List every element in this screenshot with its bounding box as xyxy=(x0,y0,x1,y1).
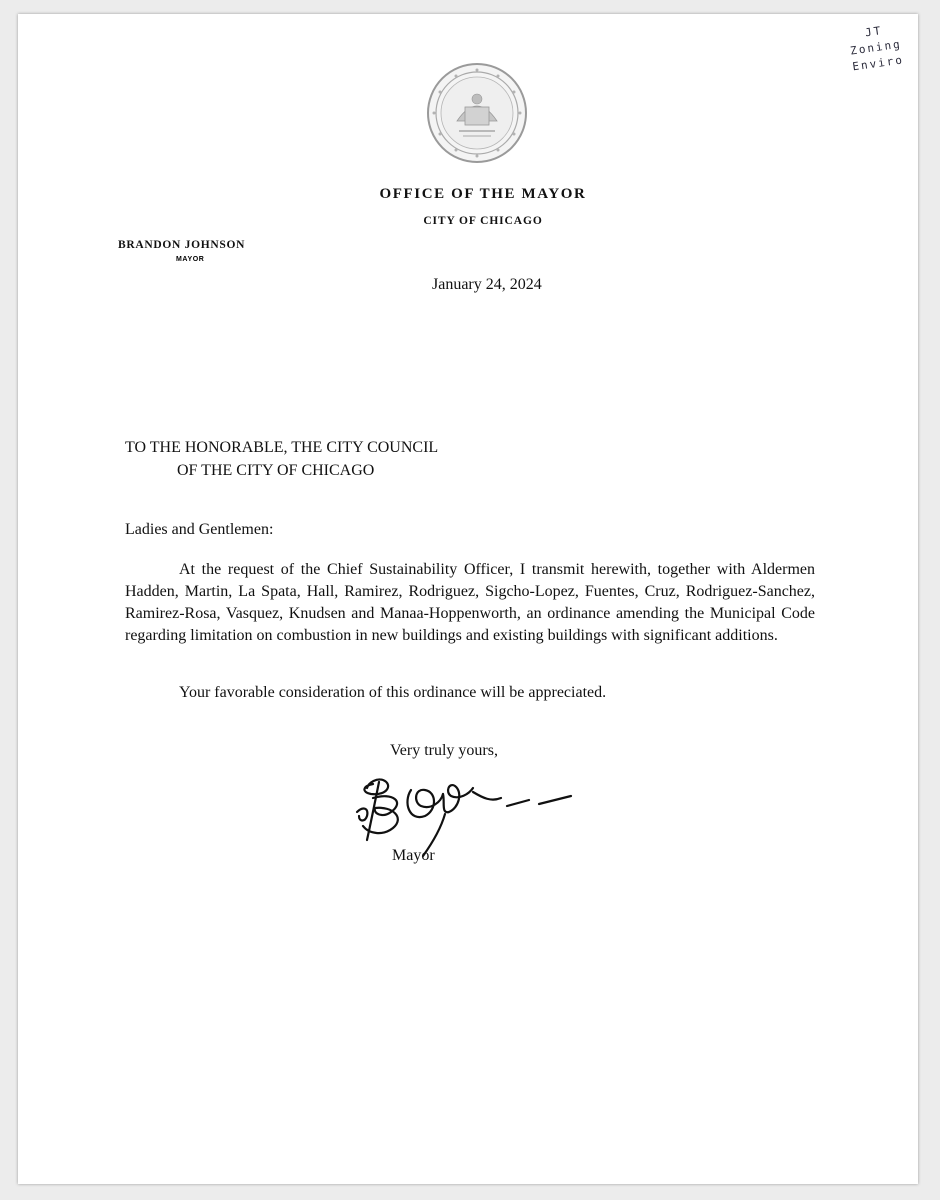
mayor-name: BRANDON JOHNSON xyxy=(118,239,246,251)
office-title: OFFICE OF THE MAYOR xyxy=(379,186,587,202)
signature-icon xyxy=(333,762,583,867)
city-seal-icon xyxy=(425,61,529,165)
valediction: Very truly yours, xyxy=(390,742,498,759)
note-line: Zoning xyxy=(849,37,903,58)
salutation: Ladies and Gentlemen: xyxy=(125,521,274,538)
letter-page xyxy=(18,14,918,1184)
note-line: Enviro xyxy=(851,53,905,74)
handwritten-routing-note xyxy=(833,19,919,78)
body-paragraph: At the request of the Chief Sustainability Officer, I transmit herewith, together with Aldermen Hadden, Martin, La Spata, Hall, Ramirez, Rodriguez, Sigcho-Lopez, Fuentes, Cruz, Rodriguez-Sanchez, Ramirez-Rosa, Vasquez, Knudsen and Manaa-Hoppenworth, an ordinance amending the Municipal Code regarding limitation on combustion in new buildings and existing buildings with significant additions. xyxy=(125,561,815,644)
mayor-title-label: MAYOR xyxy=(176,256,205,263)
addressee-line: TO THE HONORABLE, THE CITY COUNCIL xyxy=(125,439,439,456)
city-name: CITY OF CHICAGO xyxy=(423,215,543,227)
signer-title: Mayor xyxy=(392,847,435,864)
note-line: JT xyxy=(864,24,884,40)
letter-date: January 24, 2024 xyxy=(432,276,542,293)
closing-paragraph: Your favorable consideration of this ordinance will be appreciated. xyxy=(179,684,607,701)
addressee-line: OF THE CITY OF CHICAGO xyxy=(177,462,375,479)
